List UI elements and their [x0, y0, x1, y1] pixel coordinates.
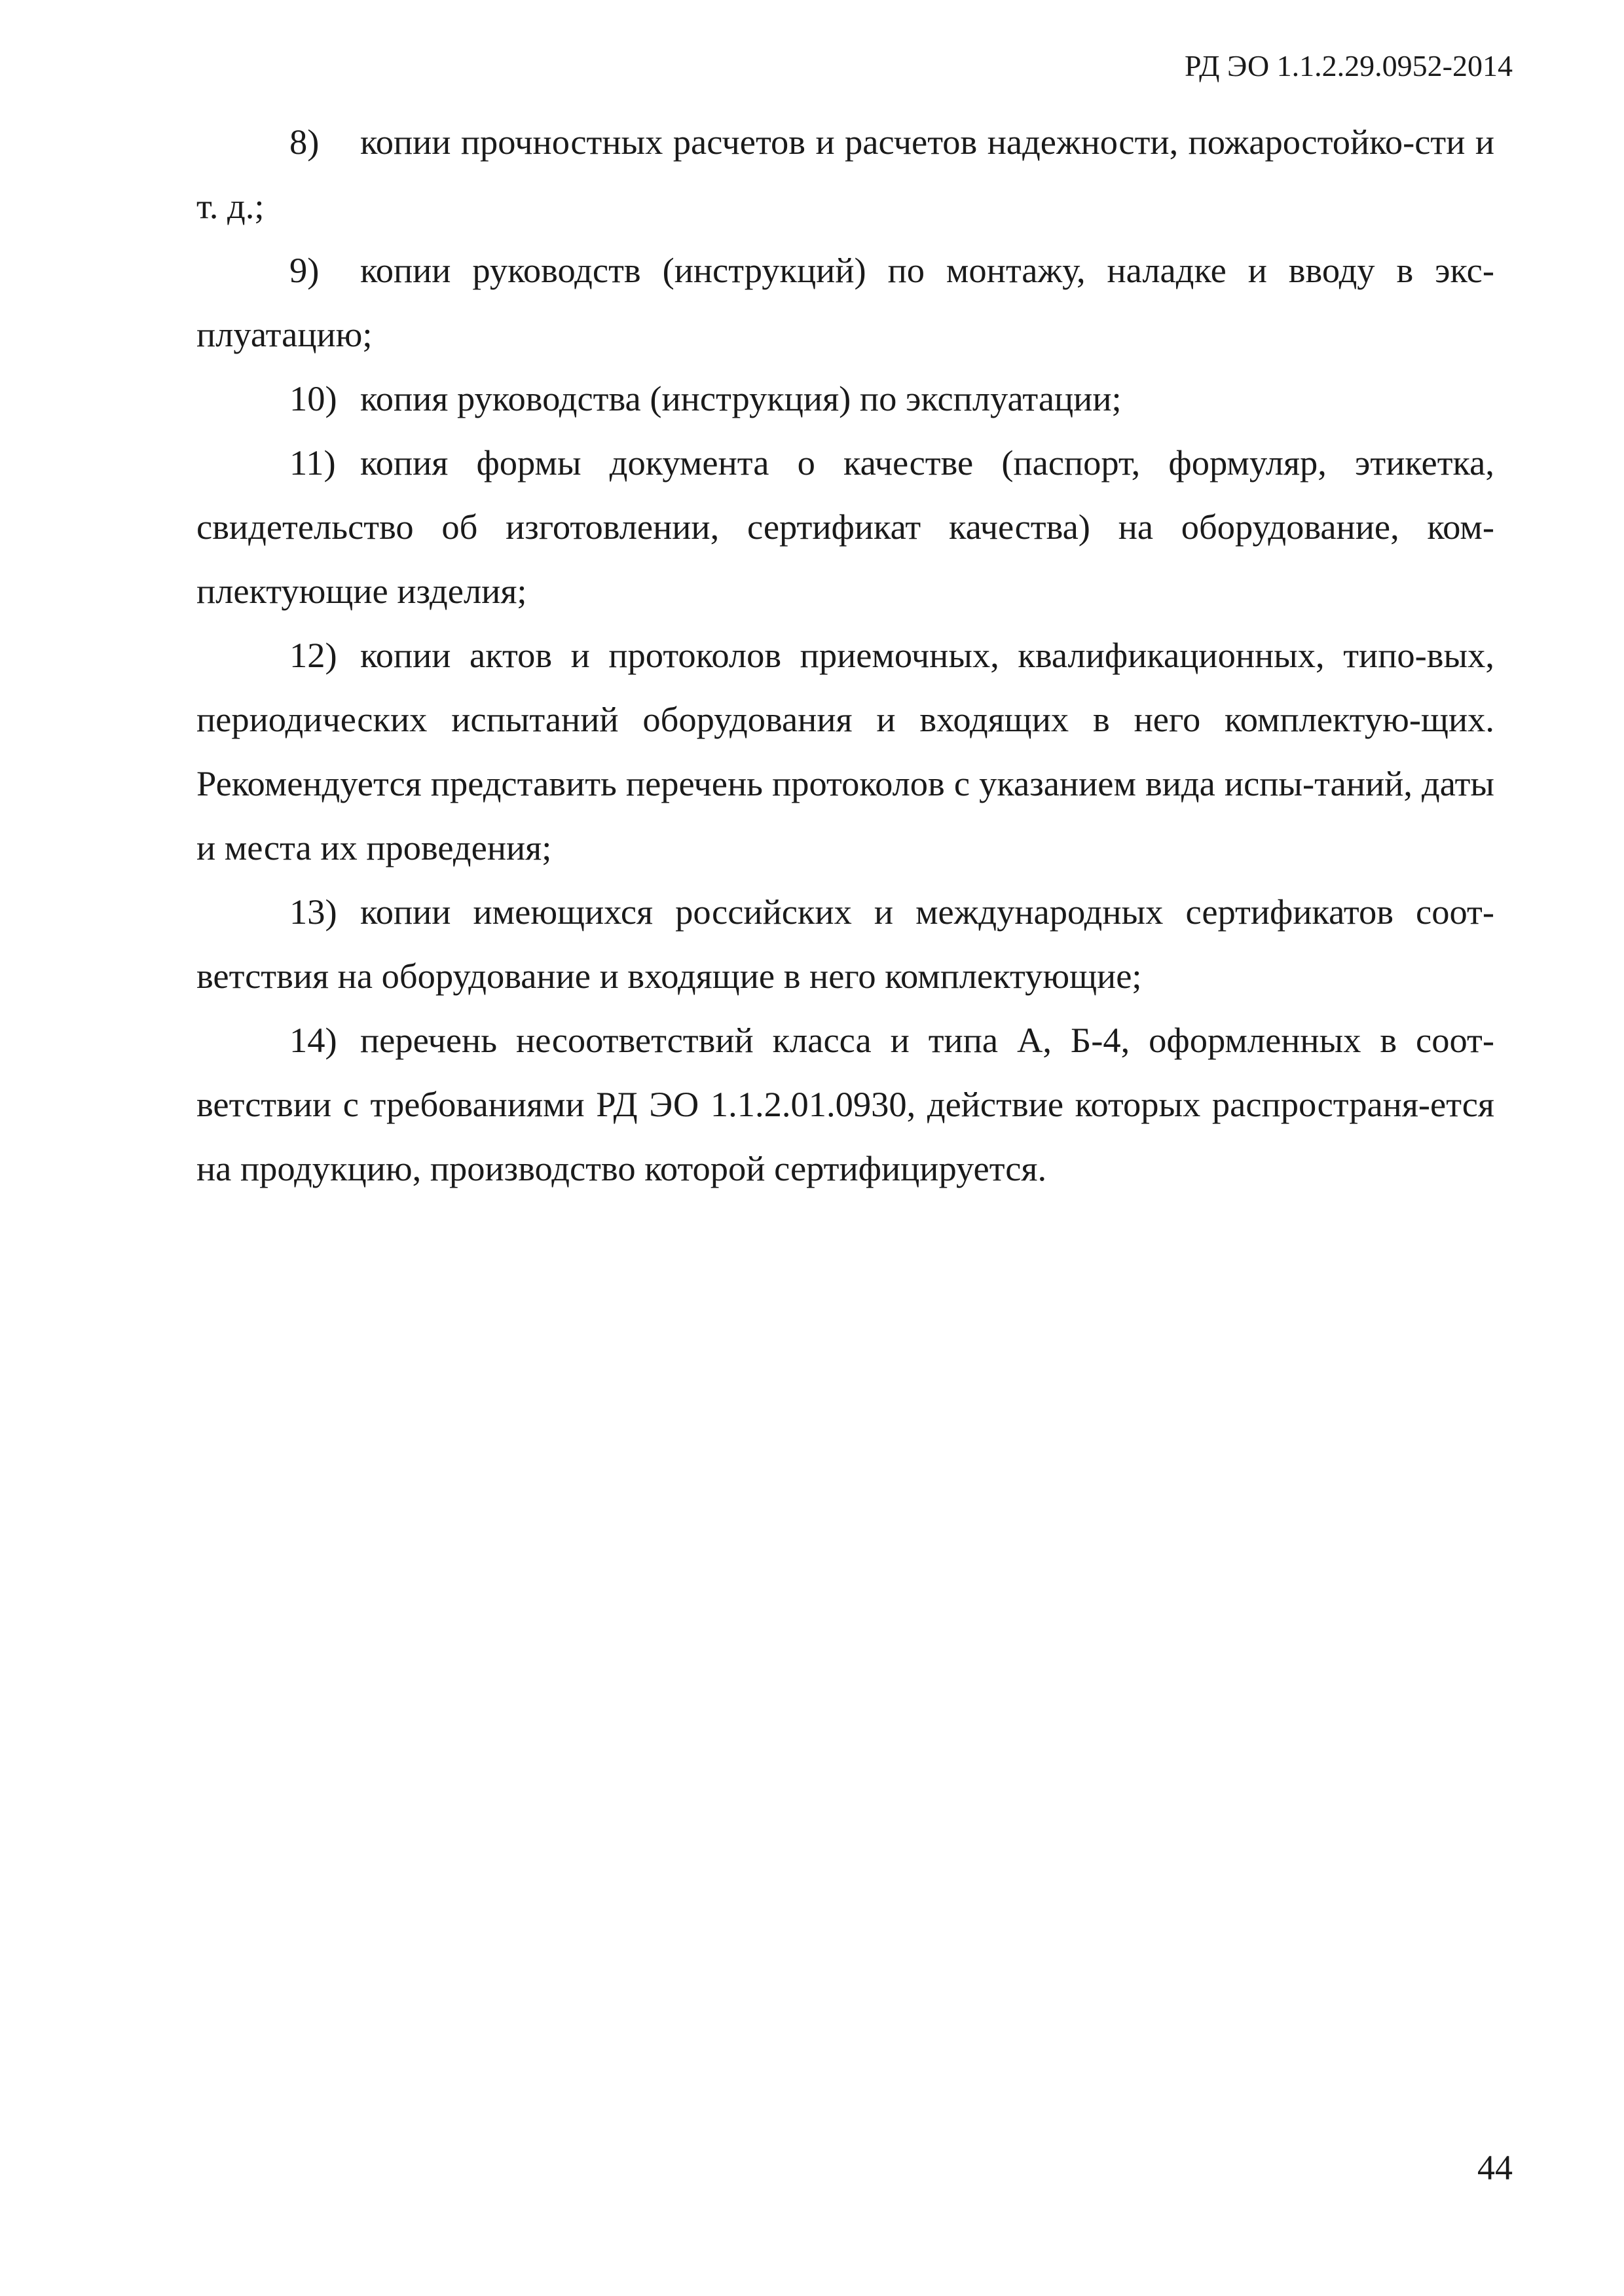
list-item-14: [196, 1008, 1494, 1201]
list-item-10: [196, 367, 1494, 431]
item-text: копии имеющихся российских и международных сертификатов соот-ветствия на оборудование и входящие в него комплектующие;: [196, 892, 1494, 996]
item-number: 14): [289, 1020, 337, 1060]
item-text: копия руководства (инструкция) по эксплуатации;: [360, 378, 1122, 418]
list-item-12: [196, 623, 1494, 880]
document-code-header: РД ЭО 1.1.2.29.0952-2014: [1185, 49, 1513, 82]
item-number: 11): [289, 443, 336, 483]
item-text: копия формы документа о качестве (паспорт, формуляр, этикетка, свидетельство об изготовлении, сертификат качества) на оборудование, ком-плектующие изделия;: [196, 443, 1494, 611]
item-text: копии актов и протоколов приемочных, квалификационных, типо-вых, периодических испытаний оборудования и входящих в него комплектую-щих. Рекомендуется представить перечень протоколов с указанием вида испы-таний, даты и места их проведения;: [196, 635, 1494, 867]
item-number: 12): [289, 635, 337, 675]
item-number: 8): [289, 122, 320, 162]
item-text: копии прочностных расчетов и расчетов надежности, пожаростойко-сти и т. д.;: [196, 122, 1494, 226]
list-item-9: [196, 238, 1494, 367]
item-text: копии руководств (инструкций) по монтажу, наладке и вводу в экс-плуатацию;: [196, 250, 1494, 354]
list-item-13: [196, 880, 1494, 1008]
item-number: 10): [289, 378, 337, 418]
item-text: перечень несоответствий класса и типа А, Б-4, оформленных в соот-ветствии с требованиями РД ЭО 1.1.2.01.0930, действие которых распространя-ется на продукцию, производство которой сертифицируется.: [196, 1020, 1494, 1188]
item-number: 9): [289, 250, 320, 290]
item-number: 13): [289, 892, 337, 932]
list-item-8: [196, 110, 1494, 238]
document-body: [196, 110, 1494, 1201]
list-item-11: [196, 431, 1494, 623]
page-number: 44: [1477, 2148, 1513, 2187]
